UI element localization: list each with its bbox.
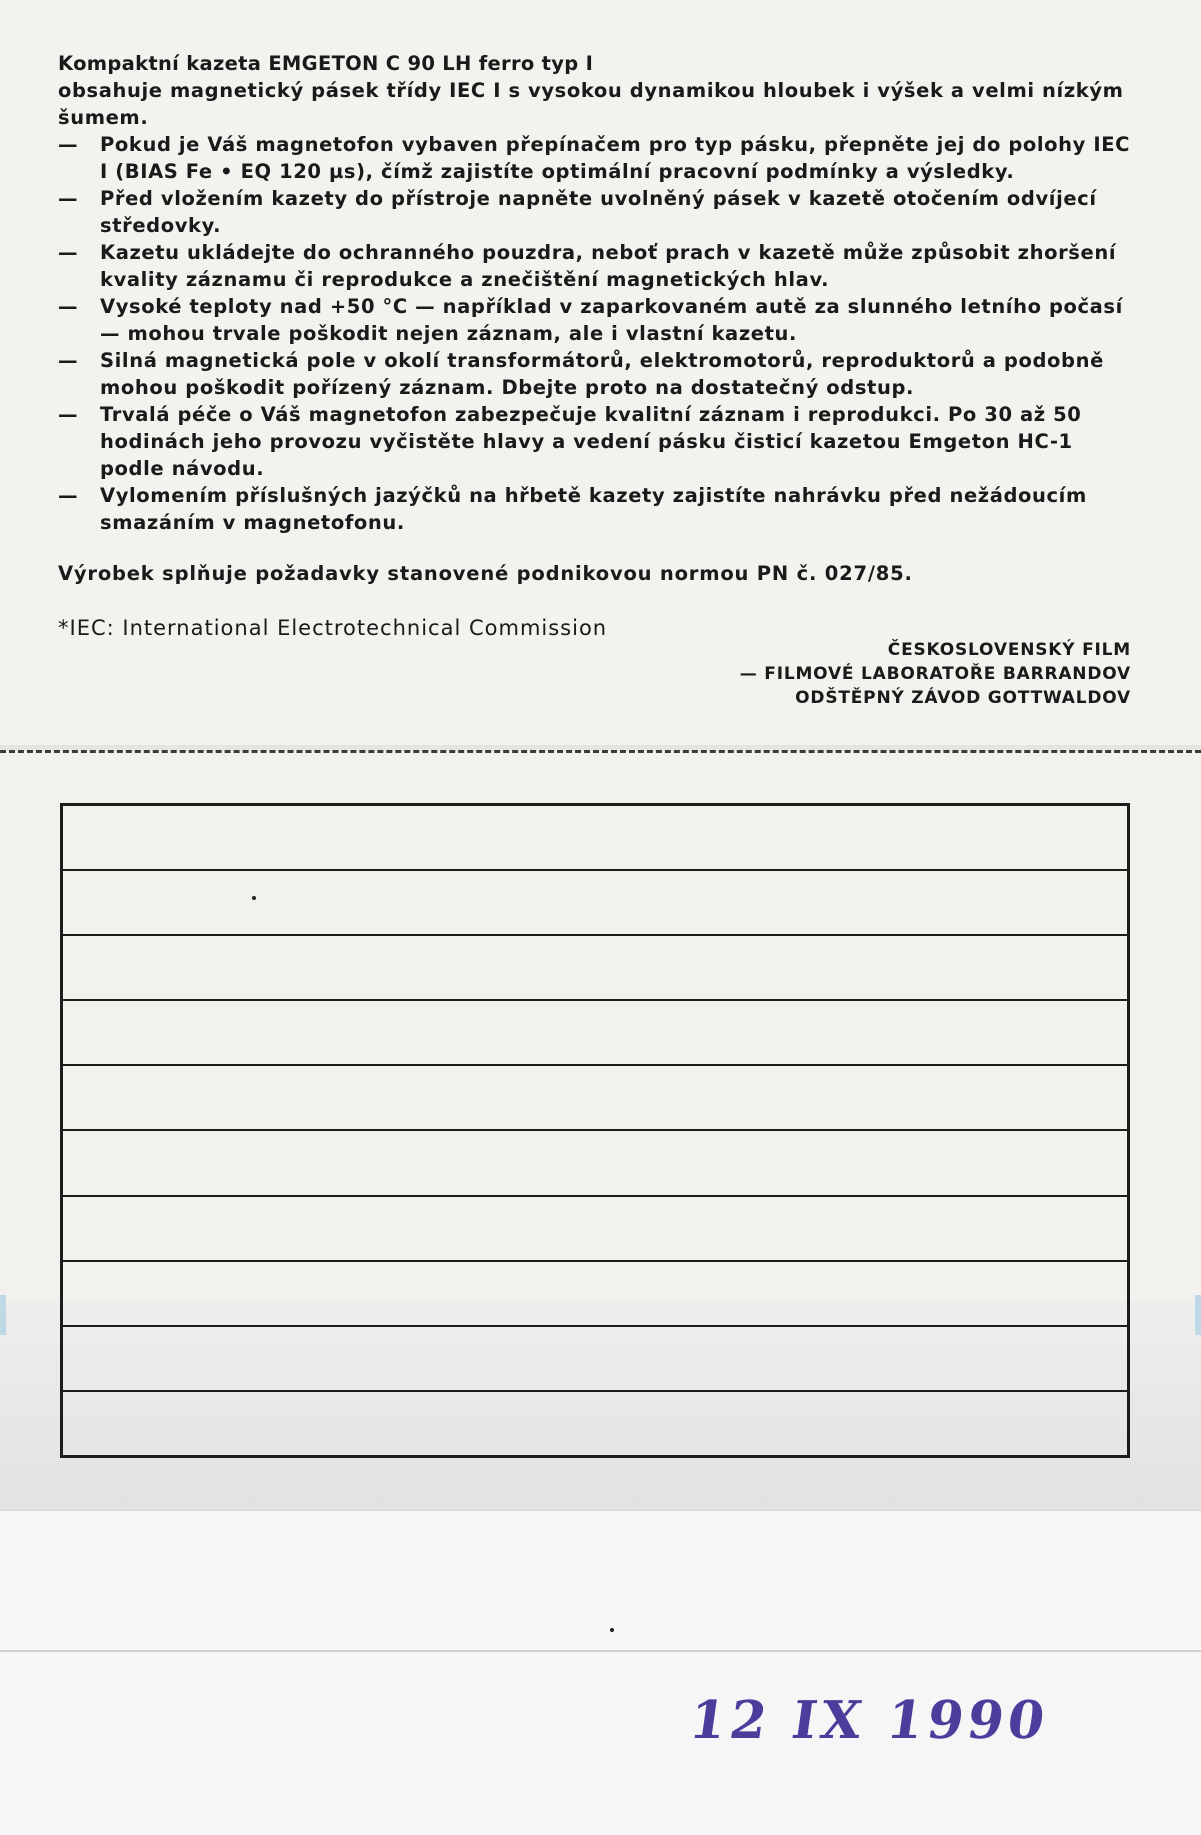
iec-footnote: *IEC: International Electrotechnical Commission	[58, 616, 608, 640]
writing-line[interactable]	[63, 1392, 1127, 1455]
writing-line[interactable]	[63, 1001, 1127, 1066]
bullet-text: Kazetu ukládejte do ochranného pouzdra, neboť prach v kazetě může způsobit zhoršení kvality záznamu či reprodukce a znečištění magnetických hlav.	[100, 241, 1117, 291]
conformity-statement: Výrobek splňuje požadavky stanovené podnikovou normou PN č. 027/85.	[58, 562, 913, 585]
bullet-text: Vysoké teploty nad +50 °C — například v zaparkovaném autě za slunného letního počasí — mohou trvale poškodit nejen záznam, ale i vlastní kazetu.	[100, 295, 1123, 345]
writing-lines-box	[60, 803, 1130, 1458]
bullet-item	[58, 482, 1138, 536]
bullet-text: Trvalá péče o Váš magnetofon zabezpečuje kvalitní záznam i reprodukci. Po 30 až 50 hodinách jeho provozu vyčistěte hlavy a vedení pásku čisticí kazetou Emgeton HC-1 podle návodu.	[100, 403, 1082, 480]
bullet-item	[58, 401, 1138, 482]
writing-line[interactable]	[63, 1066, 1127, 1131]
bullet-dash: —	[58, 133, 79, 156]
ink-speck	[252, 896, 256, 900]
instructions-text	[58, 50, 1138, 536]
bullet-item	[58, 131, 1138, 185]
edge-mark-right	[1195, 1295, 1201, 1335]
bullet-dash: —	[58, 484, 79, 507]
writing-line[interactable]	[63, 1131, 1127, 1196]
bullet-item	[58, 347, 1138, 401]
writing-line[interactable]	[63, 1262, 1127, 1327]
writing-line[interactable]	[63, 871, 1127, 936]
bullet-dash: —	[58, 295, 79, 318]
date-stamp	[686, 1690, 1053, 1751]
flap-panel	[0, 1510, 1201, 1651]
bullet-text: Silná magnetická pole v okolí transformátorů, elektromotorů, reproduktorů a podobně mohou poškodit pořízený záznam. Dbejte proto na dostatečný odstup.	[100, 349, 1104, 399]
publisher-line: — FILMOVÉ LABORATOŘE BARRANDOV	[739, 664, 1131, 684]
edge-mark-left	[0, 1295, 6, 1335]
intro-paragraph	[58, 50, 1138, 131]
intro-text: obsahuje magnetický pásek třídy IEC I s vysokou dynamikou hloubek i výšek a velmi nízkým šumem.	[58, 79, 1124, 129]
publisher-line: ODŠTĚPNÝ ZÁVOD GOTTWALDOV	[795, 688, 1131, 708]
bullet-item	[58, 185, 1138, 239]
bullet-dash: —	[58, 349, 79, 372]
writing-line[interactable]	[63, 1327, 1127, 1392]
publisher-block	[740, 638, 1131, 710]
bullet-dash: —	[58, 241, 79, 264]
writing-line[interactable]	[63, 936, 1127, 1001]
bullet-item	[58, 239, 1138, 293]
bullet-text: Vylomením příslušných jazýčků na hřbetě kazety zajistíte nahrávku před nežádoucím smazáním v magnetofonu.	[100, 484, 1087, 534]
bullet-dash: —	[58, 403, 79, 426]
bullet-text: Před vložením kazety do přístroje napněte uvolněný pásek v kazetě otočením odvíjecí středovky.	[100, 187, 1097, 237]
date-stamp-text: 12 IX 1990	[685, 1690, 1053, 1751]
writing-line[interactable]	[63, 1197, 1127, 1262]
bullet-list	[58, 131, 1138, 536]
product-headline: Kompaktní kazeta EMGETON C 90 LH ferro typ I	[58, 52, 594, 75]
bullet-dash: —	[58, 187, 79, 210]
bullet-text: Pokud je Váš magnetofon vybaven přepínačem pro typ pásku, přepněte jej do polohy IEC I (BIAS Fe • EQ 120 µs), čímž zajistíte optimální pracovní podmínky a výsledky.	[100, 133, 1131, 183]
writing-line[interactable]	[63, 806, 1127, 871]
publisher-line: ČESKOSLOVENSKÝ FILM	[887, 640, 1131, 660]
bullet-item	[58, 293, 1138, 347]
ink-speck	[610, 1628, 614, 1632]
